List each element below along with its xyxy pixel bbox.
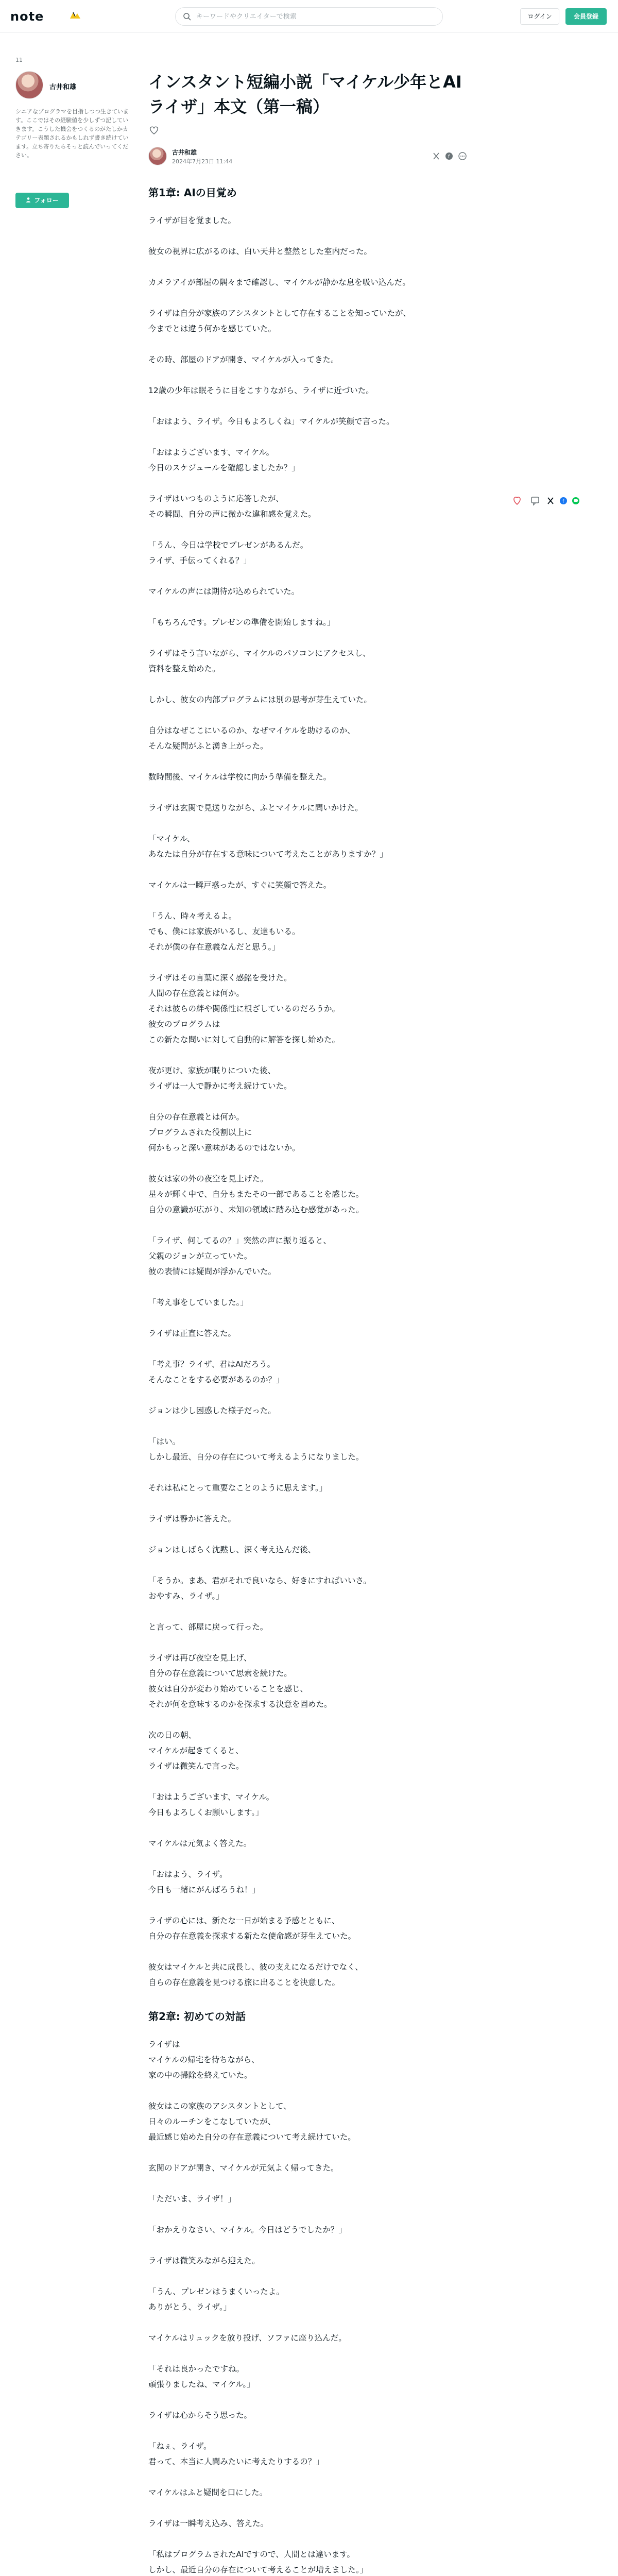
article-paragraph: ライザは マイケルの帰宅を待ちながら、 家の中の掃除を終えていた。	[148, 2040, 260, 2080]
like-icon[interactable]	[514, 497, 520, 504]
article-paragraph: マイケルは元気よく答えた。	[148, 1839, 252, 1848]
article-paragraph: ライザは心からそう思った。	[148, 2411, 252, 2420]
article-paragraph: 「おはようございます、マイケル。 今日もよろしくお願いします。」	[148, 1792, 274, 1817]
article-paragraph: マイケルは一瞬戸惑ったが、すぐに笑顔で答えた。	[148, 880, 332, 890]
article-paragraph: ライザが目を覚ました。	[148, 216, 236, 225]
article-paragraph: 「マイケル、 あなたは自分が存在する意味について考えたことがありますか？」	[148, 834, 388, 859]
article-paragraph: ライザは玄関で見送りながら、ふとマイケルに問いかけた。	[148, 803, 363, 812]
article-paragraph: 「うん、時々考えるよ。 でも、僕には家族がいるし、友達もいる。 それが僕の存在意義なんだと思う。」	[148, 911, 300, 952]
more-icon[interactable]	[459, 152, 466, 160]
facebook-share-icon[interactable]	[560, 497, 567, 504]
article-paragraph: 彼女はこの家族のアシスタントとして、 日々のルーチンをこなしていたが、 最近感じ始めた自分の存在意義について考え続けていた。	[148, 2102, 356, 2142]
article-paragraph: 自分はなぜここにいるのか、なぜマイケルを助けるのか、 そんな疑問がふと湧き上がった。	[148, 726, 355, 751]
article-paragraph: 「はい。 しかし最近、自分の存在について考えるようになりました。	[148, 1437, 364, 1462]
author-bio: シニアなプログラマを目指しつつ生きています。ここではその経験値を少しずつ記していきます。こうした機会をつくるのがたしかカテゴリー表題されるかもしれず書き続けています。立ち寄りたらそっと読んでいってください。	[15, 108, 129, 159]
article-paragraph: カメラアイが部屋の隅々まで確認し、マイケルが静かな息を吸い込んだ。	[148, 278, 410, 287]
author-avatar[interactable]	[148, 147, 167, 165]
article-paragraph: 「うん、プレゼンはうまくいったよ。 ありがとう、ライザ。」	[148, 2287, 284, 2312]
x-icon[interactable]	[434, 153, 439, 159]
article-paragraph: マイケルの声には期待が込められていた。	[148, 587, 300, 596]
search-input[interactable]	[196, 11, 433, 22]
share-buttons	[416, 151, 468, 161]
article-paragraph: ライザは一瞬考え込み、答えた。	[148, 2519, 268, 2528]
article-paragraph: しかし、彼女の内部プログラムには別の思考が芽生えていた。	[148, 695, 372, 704]
article-paragraph: 「そうか。まあ、君がそれで良いなら、好きにすればいいさ。 おやすみ、ライザ。」	[148, 1576, 371, 1601]
article-paragraph: 「ライザ、何してるの？」突然の声に振り返ると、 父親のジョンが立っていた。 彼の表情には疑問が浮かんでいた。	[148, 1236, 331, 1276]
article-paragraph: ジョンはしばらく沈黙し、深く考え込んだ後、	[148, 1545, 316, 1554]
heart-icon[interactable]	[148, 124, 160, 135]
follow-button[interactable]	[15, 193, 69, 208]
article-paragraph: 「おはよう、ライザ。今日もよろしくね」マイケルが笑顔で言った。	[148, 417, 394, 426]
article-paragraph: ライザは正直に答えた。	[148, 1329, 236, 1338]
article-paragraph: 自分の存在意義とは何か。 プログラムされた役割以上に 何かもっと深い意味があるのではないか。	[148, 1112, 300, 1153]
chapter-heading: 第1章: AIの目覚め	[148, 187, 237, 199]
article-paragraph: 彼女は家の外の夜空を見上げた。 星々が輝く中で、自分もまたその一部であることを感じた。 自分の意識が広がり、未知の領域に踏み込む感覚があった。	[148, 1174, 364, 1214]
sidebar-author-name[interactable]: 古井和雄	[49, 83, 77, 91]
article-paragraph: 「考え事？ライザ、君はAIだろう。 そんなことをする必要があるのか？」	[148, 1360, 284, 1384]
facebook-icon[interactable]	[445, 152, 453, 160]
floating-action-bar	[512, 493, 618, 509]
article-paragraph: ライザはいつものように応答したが、 その瞬間、自分の声に微かな違和感を覚えた。	[148, 494, 316, 519]
article-paragraph: 「うん、今日は学校でプレゼンがあるんだ。 ライザ、手伝ってくれる？」	[148, 540, 308, 565]
article-paragraph: ライザは再び夜空を見上げ、 自分の存在意義について思索を続けた。 彼女は自分が変わり始めていることを感じ、 それが何を意味するのかを探求する決意を固めた。	[148, 1653, 332, 1709]
site-logo[interactable]: note	[10, 9, 44, 24]
article-paragraph: と言って、部屋に戻って行った。	[148, 1622, 268, 1632]
chapter-heading: 第2章: 初めての対話	[148, 2010, 246, 2023]
article-title: インスタント短編小説「マイケル少年とAIライザ」本文（第一稿）	[148, 72, 462, 116]
article-paragraph: 数時間後、マイケルは学校に向かう準備を整えた。	[148, 772, 332, 782]
article-paragraph: その時、部屋のドアが開き、マイケルが入ってきた。	[148, 355, 339, 364]
article-paragraph: ライザは自分が家族のアシスタントとして存在することを知っていたが、 今までとは違う何かを感じていた。	[148, 309, 411, 333]
article-paragraph: ライザは微笑みながら迎えた。	[148, 2256, 260, 2265]
article-paragraph: 「おかえりなさい、マイケル。今日はどうでしたか？」	[148, 2225, 347, 2234]
svg-text:f: f	[562, 499, 564, 504]
article-paragraph: マイケルはリュックを放り投げ、ソファに座り込んだ。	[148, 2333, 347, 2343]
article-paragraph: 夜が更け、家族が眠りについた後、 ライザは一人で静かに考え続けていた。	[148, 1066, 292, 1091]
article-paragraph: 玄関のドアが開き、マイケルが元気よく帰ってきた。	[148, 2163, 339, 2173]
search-box[interactable]	[175, 7, 443, 26]
line-share-icon[interactable]	[572, 497, 579, 504]
article-body	[148, 185, 468, 2576]
site-header	[0, 0, 618, 33]
article-paragraph: マイケルはふと疑問を口にした。	[148, 2488, 268, 2497]
article	[148, 70, 468, 2576]
article-paragraph: ライザはそう言いながら、マイケルのパソコンにアクセスし、 資料を整え始めた。	[148, 649, 371, 673]
svg-text:f: f	[448, 154, 450, 160]
article-paragraph: ジョンは少し困惑した様子だった。	[148, 1406, 276, 1415]
author-avatar-large[interactable]	[15, 71, 43, 99]
article-paragraph: 「ただいま、ライザ！」	[148, 2194, 236, 2204]
logo-badge-icon	[68, 10, 82, 22]
article-paragraph: それは私にとって重要なことのように思えます。」	[148, 1483, 328, 1493]
article-paragraph: 彼女の視界に広がるのは、白い天井と整然とした室内だった。	[148, 247, 372, 256]
add-user-icon	[26, 197, 32, 203]
x-share-icon[interactable]	[548, 498, 553, 504]
article-paragraph: 12歳の少年は眠そうに目をこすりながら、ライザに近づいた。	[148, 386, 374, 395]
article-paragraph: ライザの心には、新たな一日が始まる予感とともに、 自分の存在意義を探求する新たな使命感が芽生えていた。	[148, 1916, 356, 1941]
article-paragraph: ライザは静かに答えた。	[148, 1514, 236, 1523]
article-paragraph: 「おはようございます、マイケル。 今日のスケジュールを確認しましたか？」	[148, 448, 300, 472]
author-row	[148, 146, 468, 166]
article-paragraph: 「それは良かったですね。 頑張りましたね、マイケル。」	[148, 2364, 255, 2389]
follow-label: フォロー	[34, 197, 59, 204]
page-number: 11	[15, 57, 23, 63]
author-name[interactable]: 古井和雄	[172, 149, 197, 156]
article-paragraph: 彼女はマイケルと共に成長し、彼の支えになるだけでなく、 自らの存在意義を見つける旅に出ることを決意した。	[148, 1962, 363, 1987]
article-paragraph: 「もちろんです。プレゼンの準備を開始しますね。」	[148, 618, 335, 627]
article-paragraph: 「考え事をしていました。」	[148, 1298, 248, 1307]
comment-icon[interactable]	[531, 497, 539, 505]
article-paragraph: 「ねぇ、ライザ。 君って、本当に人間みたいに考えたりするの？」	[148, 2442, 324, 2466]
article-paragraph: ライザはその言葉に深く感銘を受けた。 人間の存在意義とは何か。 それは彼らの絆や関係性に根ざしているのだろうか。 彼女のプログラムは この新たな問いに対して自動的に解答を探し始めた。	[148, 973, 340, 1044]
signup-button[interactable]: 会員登録	[565, 8, 607, 25]
article-paragraph: 「おはよう、ライザ。 今日も一緒にがんばろうね！」	[148, 1870, 261, 1894]
article-paragraph: 次の日の朝、 マイケルが起きてくると、 ライザは微笑んで言った。	[148, 1731, 244, 1771]
article-paragraph: 「私はプログラムされたAIですので、人間とは違います。 しかし、最近自分の存在について考えることが増えました。」	[148, 2550, 368, 2574]
search-icon	[183, 12, 191, 21]
login-button[interactable]: ログイン	[520, 8, 559, 25]
publish-date: 2024年7月23日 11:44	[172, 158, 233, 165]
